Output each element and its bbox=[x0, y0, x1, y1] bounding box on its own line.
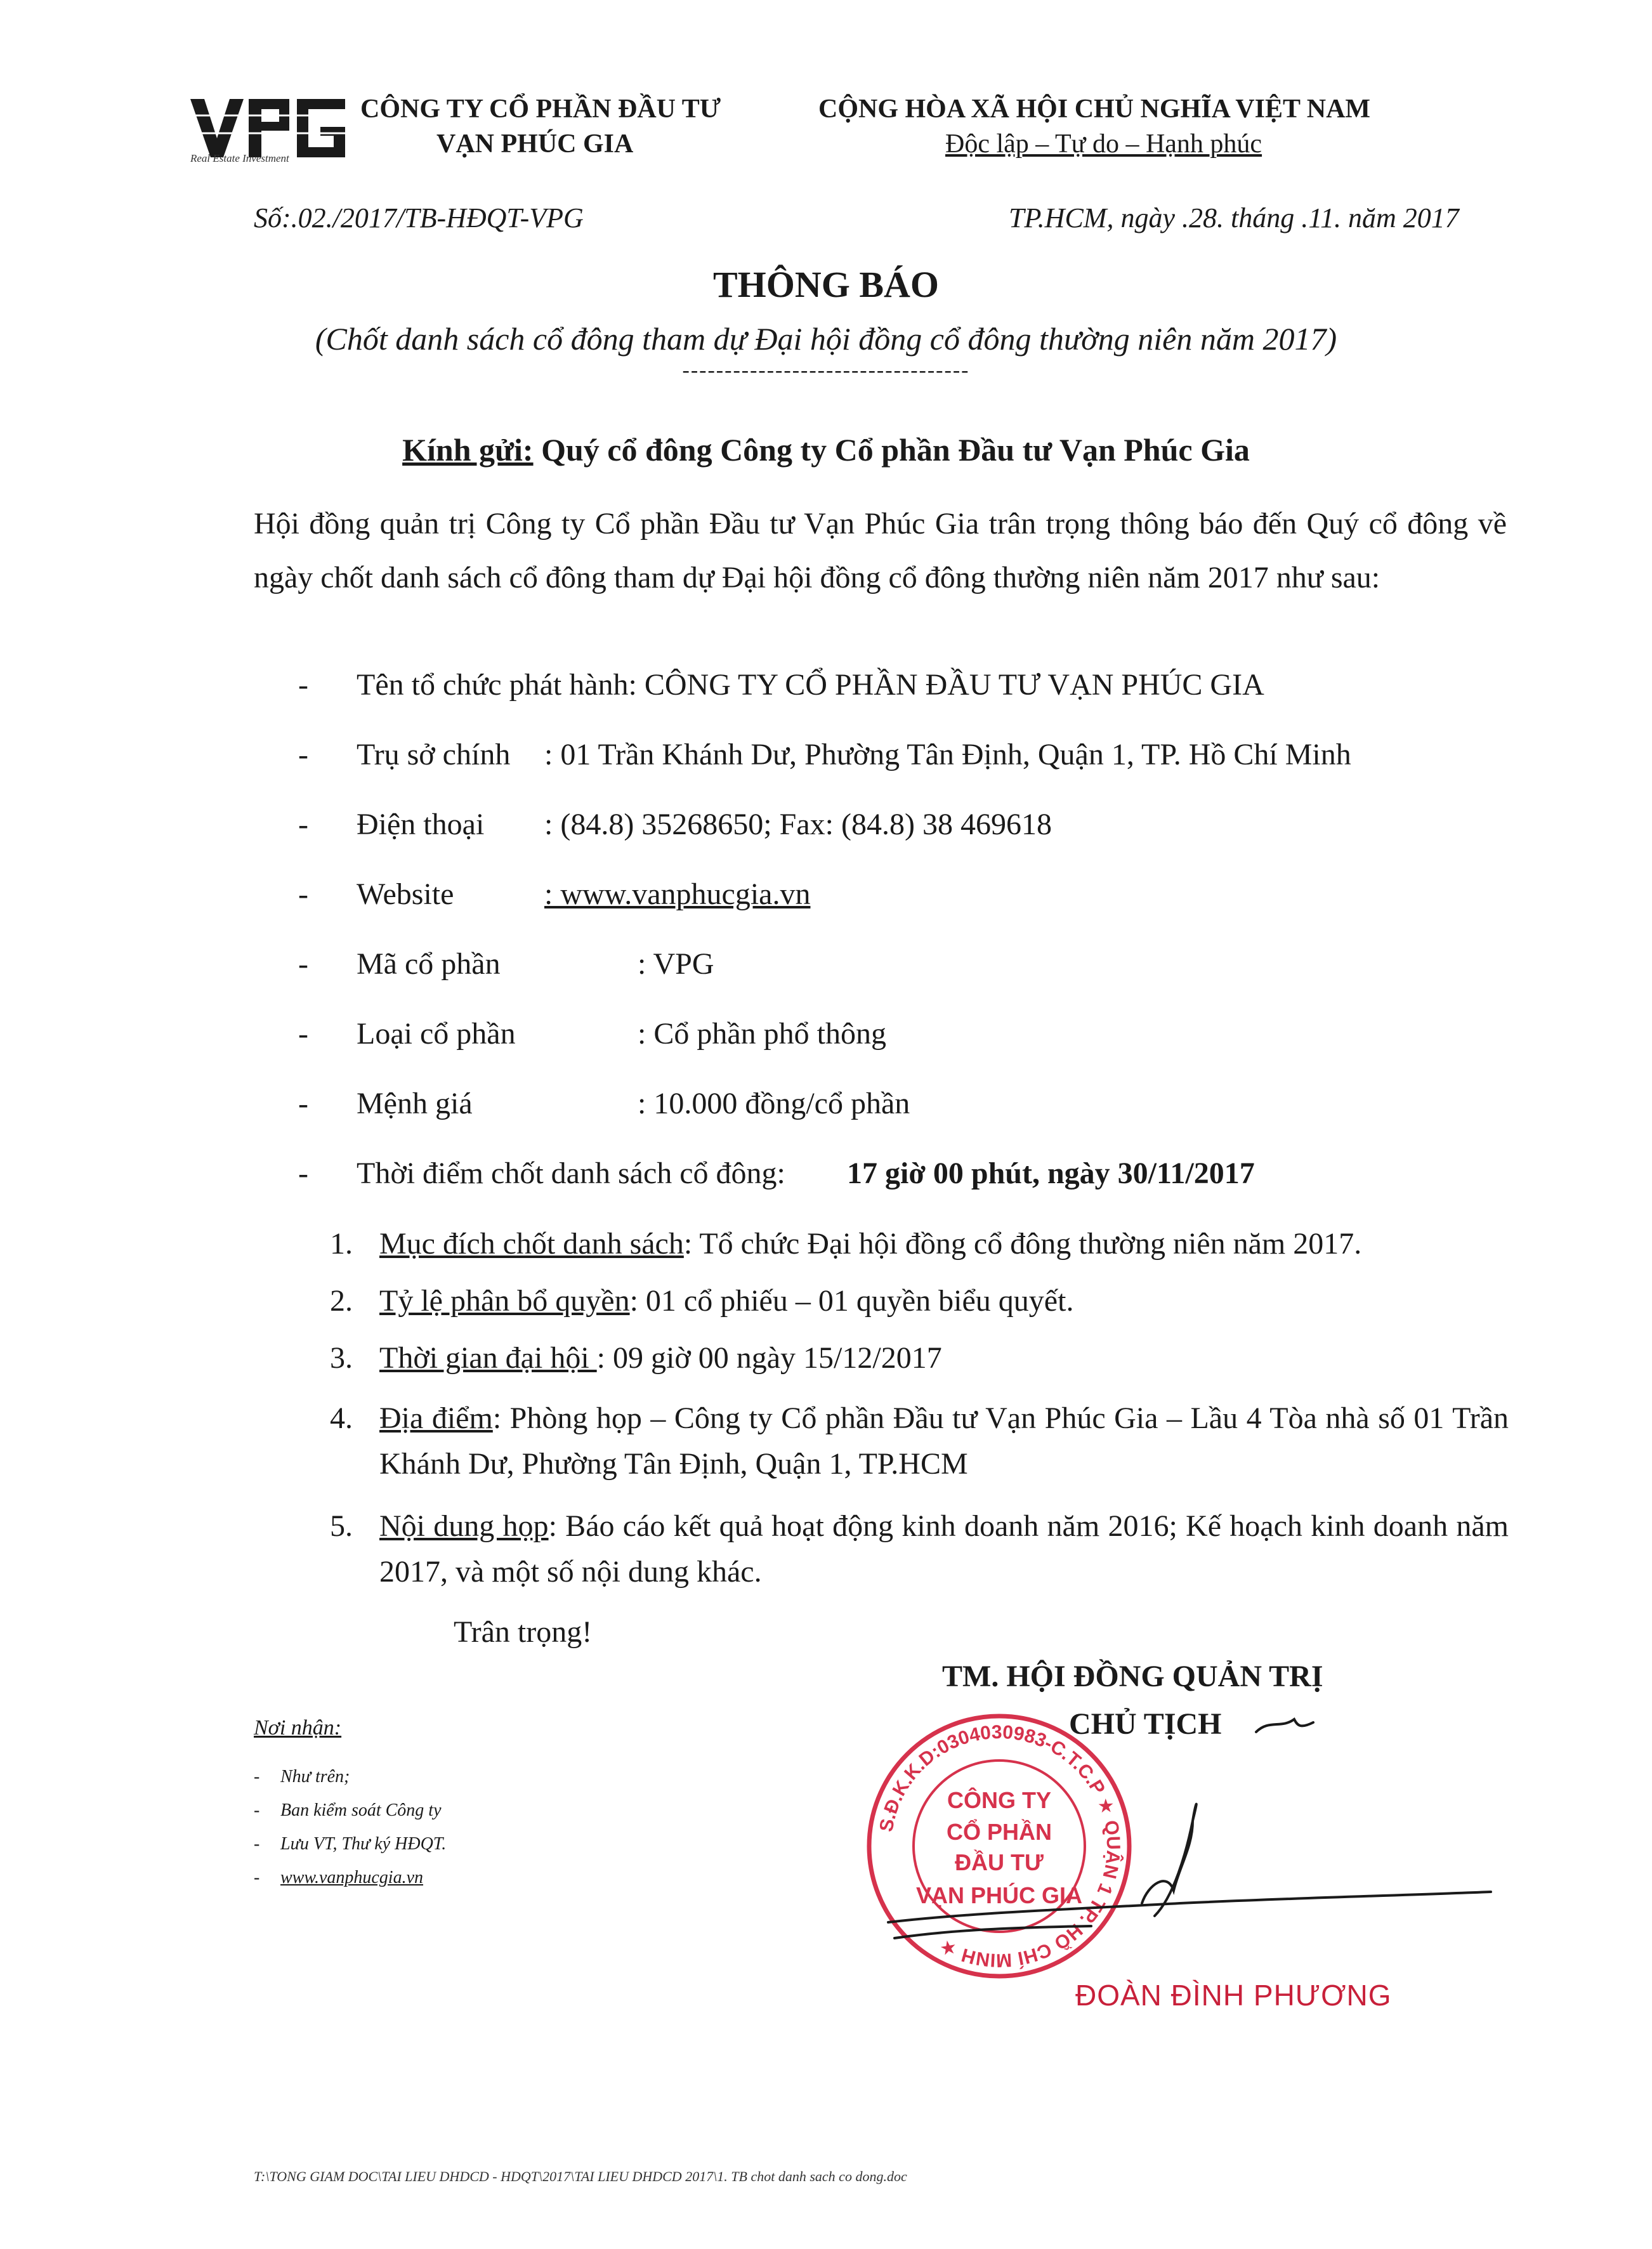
company-name-line1: CÔNG TY CỔ PHẦN ĐẦU TƯ bbox=[360, 95, 721, 124]
svg-text:ĐẦU TƯ: ĐẦU TƯ bbox=[955, 1849, 1044, 1875]
closing-greeting: Trân trọng! bbox=[454, 1615, 593, 1649]
recipients-title: Nơi nhận: bbox=[254, 1716, 342, 1740]
recipient-line bbox=[0, 431, 1652, 468]
logo-tagline: Real Estate Investment bbox=[190, 152, 289, 164]
recipient-item: - Như trên; bbox=[254, 1767, 350, 1787]
svg-text:S.Đ.K.K.D:0304030983-C.T.C.P ★: S.Đ.K.K.D:0304030983-C.T.C.P ★ QUẬN 1 TP. HỒ CHÍ MINH ★ bbox=[875, 1721, 1124, 1971]
recipient-label: Kính gửi: bbox=[402, 432, 534, 468]
signature-title-chairman: CHỦ TỊCH bbox=[1069, 1707, 1222, 1741]
svg-text:CỔ PHẦN: CỔ PHẦN bbox=[946, 1819, 1052, 1845]
signer-name: ĐOÀN ĐÌNH PHƯƠNG bbox=[1075, 1979, 1392, 2012]
handwritten-signature bbox=[875, 1694, 1497, 1973]
recipient-item: - Ban kiểm soát Công ty bbox=[254, 1800, 442, 1820]
document-number: Số:.02./2017/TB-HĐQT-VPG bbox=[254, 202, 584, 233]
document-title: THÔNG BÁO bbox=[712, 264, 940, 305]
document-date: TP.HCM, ngày .28. tháng .11. năm 2017 bbox=[1009, 202, 1459, 233]
svg-text:VẠN PHÚC GIA: VẠN PHÚC GIA bbox=[915, 1882, 1083, 1908]
recipient-item: - www.vanphucgia.vn bbox=[254, 1868, 424, 1887]
file-path-footer: T:\TONG GIAM DOC\TAI LIEU DHDCD - HDQT\2017\TAI LIEU DHDCD 2017\1. TB chot danh sach co dong.doc bbox=[254, 2168, 907, 2184]
recipient-value: Quý cổ đông Công ty Cổ phần Đầu tư Vạn Phúc Gia bbox=[541, 432, 1250, 468]
website-link[interactable]: : www.vanphucgia.vn bbox=[544, 877, 811, 911]
document-subtitle: (Chốt danh sách cổ đông tham dự Đại hội đồng cổ đông thường niên năm 2017) bbox=[315, 321, 1337, 357]
national-title: CỘNG HÒA XÃ HỘI CHỦ NGHĨA VIỆT NAM bbox=[818, 95, 1371, 124]
recipient-item: - Lưu VT, Thư ký HĐQT. bbox=[254, 1834, 447, 1854]
separator-line: ---------------------------------- bbox=[682, 358, 970, 382]
company-name-line2: VẠN PHÚC GIA bbox=[436, 129, 634, 159]
national-motto: Độc lập – Tự do – Hạnh phúc bbox=[945, 129, 1262, 159]
svg-text:CÔNG TY: CÔNG TY bbox=[947, 1787, 1052, 1813]
intro-paragraph: Hội đồng quản trị Công ty Cổ phần Đầu tư Vạn Phúc Gia trân trọng thông báo đến Quý cổ đông về ngày chốt danh sách cổ đông tham dự Đại hội đồng cổ đông thường niên năm 2017 như sau: bbox=[254, 507, 1507, 594]
signature-title-board: TM. HỘI ĐỒNG QUẢN TRỊ bbox=[942, 1660, 1323, 1693]
